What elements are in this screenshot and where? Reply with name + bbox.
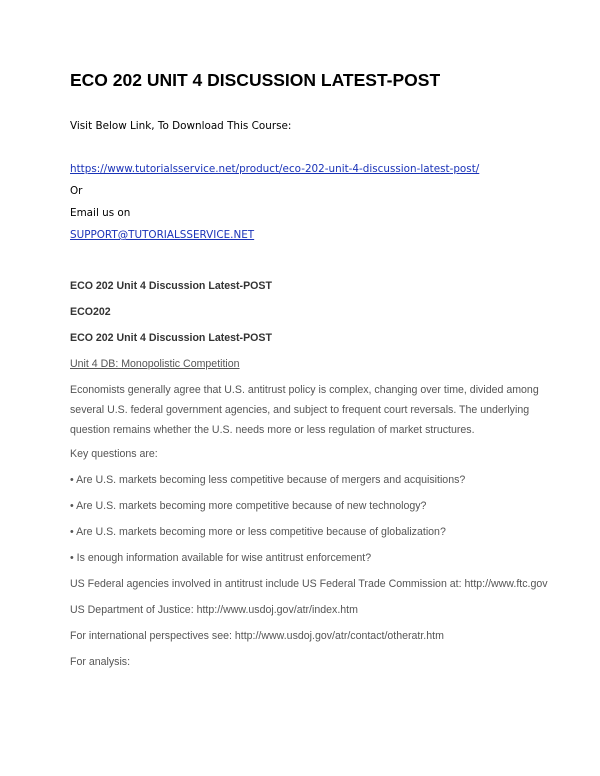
course-code: ECO202 (70, 306, 111, 318)
email-label: Email us on (70, 207, 131, 219)
paragraph-line: Economists generally agree that U.S. antitrust policy is complex, changing over time, divided among (70, 384, 539, 396)
section-heading-2: ECO 202 Unit 4 Discussion Latest-POST (70, 332, 272, 344)
doj-reference: US Department of Justice: http://www.usdoj.gov/atr/index.htm (70, 604, 358, 616)
paragraph-line: several U.S. federal government agencies, and subject to frequent court reversals. The underlying (70, 404, 530, 416)
document-title: ECO 202 UNIT 4 DISCUSSION LATEST-POST (70, 70, 441, 90)
section-heading-1: ECO 202 Unit 4 Discussion Latest-POST (70, 280, 272, 292)
ftc-reference: US Federal agencies involved in antitrust include US Federal Trade Commission at: http://www.ftc.gov (70, 578, 548, 590)
question-item: • Are U.S. markets becoming more or less competitive because of globalization? (70, 526, 446, 538)
intro-paragraph (70, 380, 540, 440)
unit-title: Unit 4 DB: Monopolistic Competition (70, 358, 240, 370)
analysis-label: For analysis: (70, 656, 131, 668)
key-questions-label: Key questions are: (70, 448, 158, 460)
international-reference: For international perspectives see: http://www.usdoj.gov/atr/contact/otheratr.htm (70, 630, 444, 642)
question-item: • Is enough information available for wise antitrust enforcement? (70, 552, 372, 564)
paragraph-line: question remains whether the U.S. needs more or less regulation of market structures. (70, 424, 475, 436)
course-link[interactable]: https://www.tutorialsservice.net/product/eco-202-unit-4-discussion-latest-post/ (70, 163, 480, 175)
question-item: • Are U.S. markets becoming less competitive because of mergers and acquisitions? (70, 474, 466, 486)
or-text: Or (70, 185, 83, 197)
visit-instruction: Visit Below Link, To Download This Course: (70, 120, 292, 132)
support-email-link[interactable]: SUPPORT@TUTORIALSSERVICE.NET (70, 229, 255, 241)
question-item: • Are U.S. markets becoming more competitive because of new technology? (70, 500, 427, 512)
